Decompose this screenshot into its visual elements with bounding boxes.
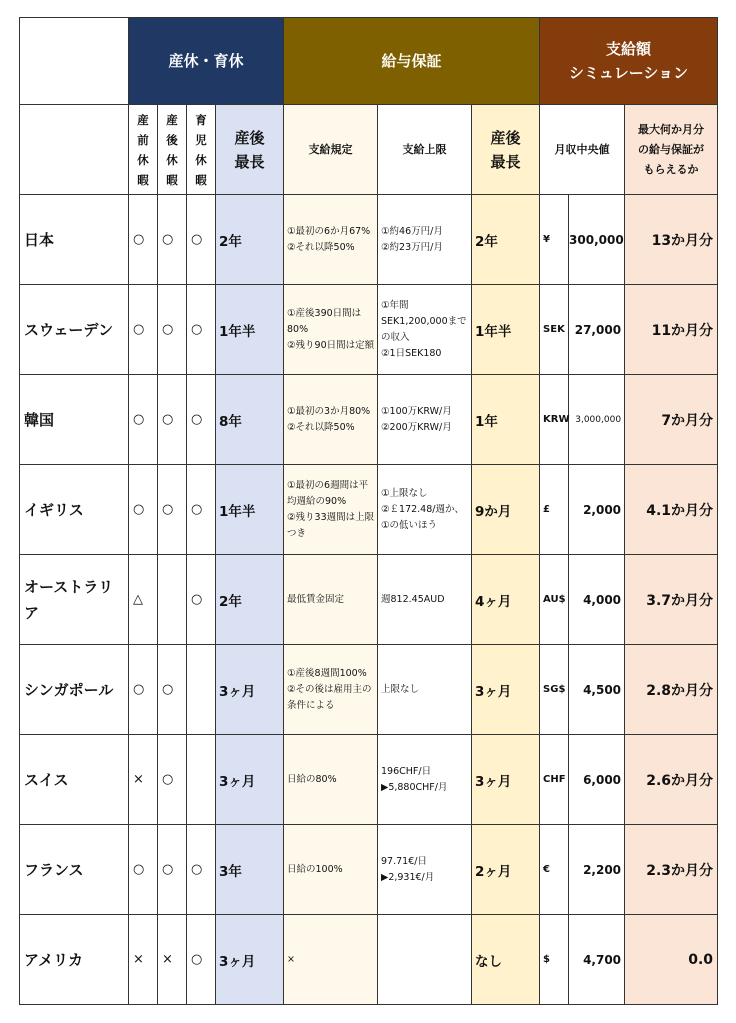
- pay-cap-cell: [378, 645, 472, 735]
- parental-leave-comparison-table: [19, 17, 718, 1005]
- pay-max-value: 1年: [472, 375, 540, 465]
- cap-line: 上限なし: [381, 683, 420, 695]
- leave-max-value: 3ヶ月: [216, 645, 284, 735]
- currency-symbol: €: [540, 825, 569, 915]
- country-name: 日本: [20, 195, 129, 285]
- cap-line: ▶2,931€/月: [381, 871, 435, 883]
- currency-symbol: ¥: [540, 195, 569, 285]
- leave-max-value: 2年: [216, 555, 284, 645]
- pay-rule-cell: [284, 735, 378, 825]
- cap-line: ②1日SEK180: [381, 347, 442, 359]
- pay-cap-cell: [378, 825, 472, 915]
- leave-max-value: 3ヶ月: [216, 735, 284, 825]
- currency-symbol: CHF: [540, 735, 569, 825]
- cap-line: ②￡172.48/週か、: [381, 503, 464, 515]
- max-months-value: 3.7か月分: [625, 555, 718, 645]
- pay-rule-cell: [284, 555, 378, 645]
- currency-symbol: $: [540, 915, 569, 1005]
- prenatal-leave-mark: ○: [129, 195, 158, 285]
- median-income-value: 4,700: [569, 915, 625, 1005]
- cap-line: ②約23万円/月: [381, 241, 443, 253]
- table-row: [20, 645, 718, 735]
- table-row: [20, 195, 718, 285]
- cap-line: ②200万KRW/月: [381, 421, 452, 433]
- postnatal-leave-mark: ○: [158, 285, 187, 375]
- median-income-value: 4,000: [569, 555, 625, 645]
- prenatal-leave-mark: ×: [129, 915, 158, 1005]
- pay-rule-cell: [284, 285, 378, 375]
- cap-line: 97.71€/日: [381, 855, 427, 867]
- rule-line: 80%: [287, 323, 309, 335]
- pay-rule-cell: [284, 645, 378, 735]
- country-name: 韓国: [20, 375, 129, 465]
- max-months-value: 4.1か月分: [625, 465, 718, 555]
- childcare-leave-mark: ○: [187, 915, 216, 1005]
- table-row: [20, 735, 718, 825]
- prenatal-leave-mark: △: [129, 555, 158, 645]
- country-name: アメリカ: [20, 915, 129, 1005]
- max-months-value: 2.3か月分: [625, 825, 718, 915]
- rule-line: 日給の80%: [287, 773, 337, 785]
- country-header-blank: [20, 105, 129, 195]
- rule-line: つき: [287, 527, 307, 539]
- cap-line: SEK1,200,000まで: [381, 315, 467, 327]
- pay-rule-cell: [284, 825, 378, 915]
- max-months-value: 2.6か月分: [625, 735, 718, 825]
- prenatal-leave-mark: ○: [129, 285, 158, 375]
- pay-cap-cell: [378, 915, 472, 1005]
- postnatal-leave-header: 産 後 休 暇: [158, 105, 187, 195]
- pay-max-value: 4ヶ月: [472, 555, 540, 645]
- cap-line: ①上限なし: [381, 487, 428, 499]
- cap-line: 週812.45AUD: [381, 593, 445, 605]
- childcare-leave-mark: [187, 645, 216, 735]
- leave-group-header: 産休・育休: [129, 18, 284, 105]
- rule-line: ②その後は雇用主の: [287, 683, 372, 695]
- pay-max-value: 9か月: [472, 465, 540, 555]
- leave-max-value: 3年: [216, 825, 284, 915]
- prenatal-leave-mark: ○: [129, 645, 158, 735]
- country-name: シンガポール: [20, 645, 129, 735]
- table-row: [20, 915, 718, 1005]
- prenatal-leave-mark: ×: [129, 735, 158, 825]
- pay-cap-cell: [378, 195, 472, 285]
- sim-group-header: [540, 18, 718, 105]
- rule-line: ②残り33週間は上限: [287, 511, 375, 523]
- pay-rule-cell: [284, 375, 378, 465]
- postnatal-leave-mark: ○: [158, 375, 187, 465]
- pay-cap-cell: [378, 375, 472, 465]
- median-income-value: 3,000,000: [569, 375, 625, 465]
- postnatal-leave-mark: ×: [158, 915, 187, 1005]
- max-months-value: 11か月分: [625, 285, 718, 375]
- rule-line: 均週給の90%: [287, 495, 347, 507]
- pay-max-value: 3ヶ月: [472, 735, 540, 825]
- pay-rule-cell: [284, 465, 378, 555]
- country-name: イギリス: [20, 465, 129, 555]
- leave-max-header: 産後 最長: [216, 105, 284, 195]
- childcare-leave-mark: ○: [187, 555, 216, 645]
- leave-max-value: 1年半: [216, 285, 284, 375]
- postnatal-leave-mark: ○: [158, 735, 187, 825]
- currency-symbol: £: [540, 465, 569, 555]
- median-income-header: 月収中央値: [540, 105, 625, 195]
- pay-max-value: 3ヶ月: [472, 645, 540, 735]
- rule-line: ②残り90日間は定額: [287, 339, 375, 351]
- childcare-leave-mark: ○: [187, 465, 216, 555]
- rule-line: 日給の100%: [287, 863, 343, 875]
- table-row: [20, 375, 718, 465]
- postnatal-leave-mark: ○: [158, 825, 187, 915]
- max-months-value: 7か月分: [625, 375, 718, 465]
- median-income-value: 6,000: [569, 735, 625, 825]
- max-months-value: 0.0: [625, 915, 718, 1005]
- pay-cap-header: 支給上限: [378, 105, 472, 195]
- country-name: スウェーデン: [20, 285, 129, 375]
- cap-line: ①年間: [381, 299, 409, 311]
- postnatal-leave-mark: ○: [158, 465, 187, 555]
- leave-max-value: 2年: [216, 195, 284, 285]
- prenatal-leave-mark: ○: [129, 375, 158, 465]
- max-months-value: 2.8か月分: [625, 645, 718, 735]
- rule-line: 最低賃金固定: [287, 593, 345, 605]
- pay-cap-cell: [378, 285, 472, 375]
- country-name: スイス: [20, 735, 129, 825]
- pay-rule-cell: [284, 915, 378, 1005]
- median-income-value: 2,200: [569, 825, 625, 915]
- childcare-leave-mark: ○: [187, 195, 216, 285]
- country-name: オーストラリア: [20, 555, 129, 645]
- pay-max-value: なし: [472, 915, 540, 1005]
- postnatal-leave-mark: [158, 555, 187, 645]
- rule-line: ②それ以降50%: [287, 241, 355, 253]
- leave-max-value: 3ヶ月: [216, 915, 284, 1005]
- sim-group-title: 支給額: [606, 40, 652, 58]
- postnatal-leave-mark: ○: [158, 195, 187, 285]
- table-row: [20, 555, 718, 645]
- median-income-value: 2,000: [569, 465, 625, 555]
- corner-cell: [20, 18, 129, 105]
- prenatal-leave-mark: ○: [129, 825, 158, 915]
- median-income-value: 4,500: [569, 645, 625, 735]
- childcare-leave-mark: ○: [187, 375, 216, 465]
- childcare-leave-mark: ○: [187, 285, 216, 375]
- rule-line: ①産後8週間100%: [287, 667, 367, 679]
- currency-symbol: KRW: [540, 375, 569, 465]
- currency-symbol: AU$: [540, 555, 569, 645]
- sim-group-subtitle: シミュレーション: [569, 64, 689, 82]
- cap-line: の収入: [381, 331, 410, 343]
- rule-line: ①産後390日間は: [287, 307, 362, 319]
- leave-max-value: 1年半: [216, 465, 284, 555]
- cap-line: 196CHF/日: [381, 765, 432, 777]
- pay-max-value: 2年: [472, 195, 540, 285]
- table-row: [20, 825, 718, 915]
- rule-line: ①最初の3か月80%: [287, 405, 371, 417]
- cap-line: ①約46万円/月: [381, 225, 443, 237]
- prenatal-leave-header: 産 前 休 暇: [129, 105, 158, 195]
- rule-line: ×: [287, 953, 295, 965]
- max-months-header: 最大何か月分 の給与保証が もらえるか: [625, 105, 718, 195]
- table-row: [20, 465, 718, 555]
- pay-cap-cell: [378, 465, 472, 555]
- rule-line: ①最初の6週間は平: [287, 479, 369, 491]
- pay-rule-header: 支給規定: [284, 105, 378, 195]
- postnatal-leave-mark: ○: [158, 645, 187, 735]
- pay-max-header: 産後 最長: [472, 105, 540, 195]
- pay-rule-cell: [284, 195, 378, 285]
- cap-line: ▶5,880CHF/月: [381, 781, 448, 793]
- pay-cap-cell: [378, 555, 472, 645]
- table-row: [20, 285, 718, 375]
- median-income-value: 27,000: [569, 285, 625, 375]
- pay-max-value: 1年半: [472, 285, 540, 375]
- currency-symbol: SG$: [540, 645, 569, 735]
- childcare-leave-header: 育 児 休 暇: [187, 105, 216, 195]
- leave-max-value: 8年: [216, 375, 284, 465]
- pay-max-value: 2ヶ月: [472, 825, 540, 915]
- rule-line: ①最初の6か月67%: [287, 225, 371, 237]
- prenatal-leave-mark: ○: [129, 465, 158, 555]
- cap-line: ①の低いほう: [381, 519, 438, 531]
- rule-line: 条件による: [287, 699, 335, 711]
- country-name: フランス: [20, 825, 129, 915]
- childcare-leave-mark: ○: [187, 825, 216, 915]
- pay-cap-cell: [378, 735, 472, 825]
- median-income-value: 300,000: [569, 195, 625, 285]
- pay-group-header: 給与保証: [284, 18, 540, 105]
- childcare-leave-mark: [187, 735, 216, 825]
- currency-symbol: SEK: [540, 285, 569, 375]
- max-months-value: 13か月分: [625, 195, 718, 285]
- rule-line: ②それ以降50%: [287, 421, 355, 433]
- cap-line: ①100万KRW/月: [381, 405, 452, 417]
